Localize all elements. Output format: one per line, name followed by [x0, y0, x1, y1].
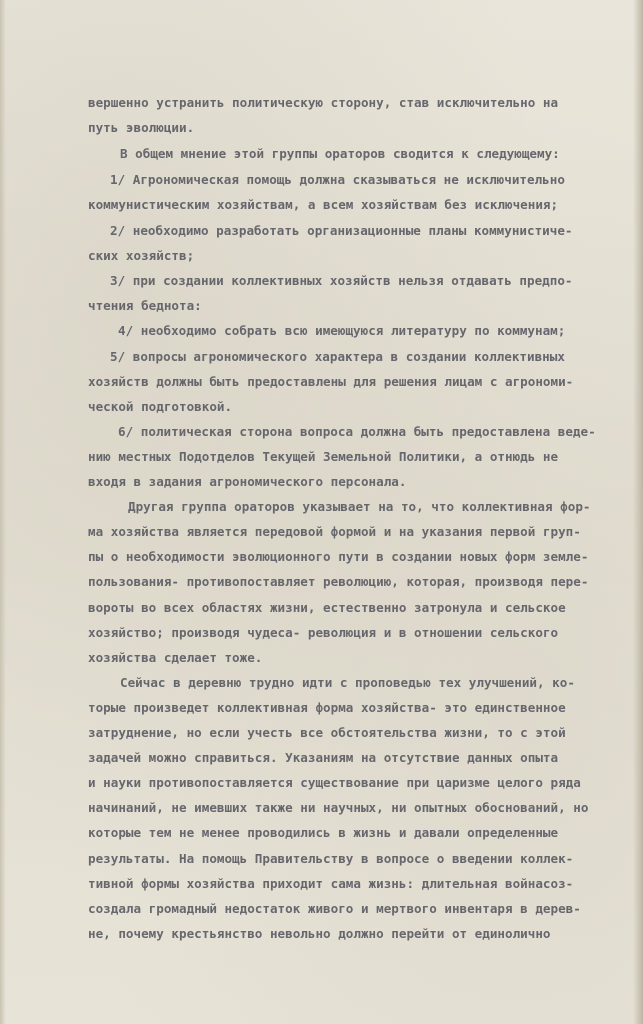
text-line: хозяйство; производя чудеса- революция и в отношении сельского	[88, 625, 559, 640]
text-line: путь эволюции.	[88, 120, 195, 135]
text-line: ских хозяйств;	[88, 248, 195, 263]
text-line: входя в задания агрономического персонала.	[88, 474, 407, 489]
text-line: Сейчас в деревню трудно идти с проповедью тех улучшений, ко-	[120, 675, 575, 690]
text-line: затруднение, но если учесть все обстоятельства жизни, то с этой	[88, 725, 566, 740]
text-line: В общем мнение этой группы ораторов сводится к следующему:	[120, 146, 560, 161]
text-line: вороты во всех областях жизни, естественно затронула и сельское	[88, 600, 566, 615]
text-line: чтения беднота:	[88, 298, 202, 313]
text-line: 6/ политическая сторона вопроса должна быть предоставлена веде-	[118, 424, 596, 439]
text-line: хозяйства сделает тоже.	[88, 650, 263, 665]
text-line: 2/ необходимо разработать организационные планы коммунистиче-	[110, 223, 573, 238]
text-line: вершенно устранить политическую сторону, став исключительно на	[88, 95, 559, 110]
text-line: тивной формы хозяйства приходит сама жизнь: длительная войнасоз-	[88, 876, 574, 891]
text-line: торые произведет коллективная форма хозяйства- это единственное	[88, 700, 566, 715]
text-line: хозяйств должны быть предоставлены для решения лицам с агрономи-	[88, 374, 574, 389]
text-line: не, почему крестьянство невольно должно перейти от единолично	[88, 926, 551, 941]
text-line: которые тем не менее проводились в жизнь и давали определенные	[88, 825, 559, 840]
text-line: создала громадный недостаток живого и мертвого инвентаря в дерев-	[88, 901, 581, 916]
text-line: 3/ при создании коллективных хозяйств нельзя отдавать предпо-	[110, 273, 573, 288]
text-line: начинаний, не имевших также ни научных, ни опытных обоснований, но	[88, 800, 589, 815]
text-line: ма хозяйства является передовой формой и на указания первой груп-	[88, 524, 581, 539]
text-line: 5/ вопросы агрономического характера в создании коллективных	[110, 349, 565, 364]
text-line: Другая группа ораторов указывает на то, что коллективная фор-	[128, 499, 591, 514]
text-line: 4/ необходимо собрать всю имеющуюся литературу по коммунам;	[118, 323, 566, 338]
text-line: пы о необходимости эволюционного пути в создании новых форм земле-	[88, 549, 589, 564]
text-line: задачей можно справиться. Указаниям на отсутствие данных опыта	[88, 750, 559, 765]
text-line: 1/ Агрономическая помощь должна сказываться не исключительно	[110, 172, 565, 187]
text-line: ческой подготовкой.	[88, 399, 233, 414]
text-line: коммунистическим хозяйствам, а всем хозяйствам без исключения;	[88, 197, 559, 212]
text-line: и науки противопоставляется существование при царизме целого ряда	[88, 775, 581, 790]
text-line: пользования- противопоставляет революцию, которая, производя пере-	[88, 574, 589, 589]
text-line: нию местных Подотделов Текущей Земельной Политики, а отнюдь не	[88, 449, 559, 464]
text-line: результаты. На помощь Правительству в вопросе о введении коллек-	[88, 851, 574, 866]
